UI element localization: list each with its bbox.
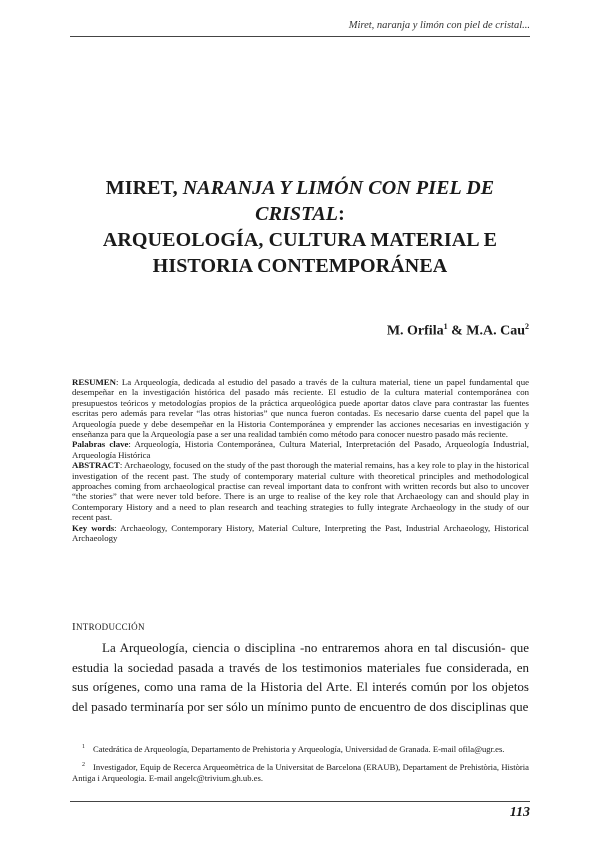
palabras-clave-label: Palabras clave bbox=[72, 439, 129, 450]
author-2: M.A. Cau bbox=[466, 323, 525, 339]
abstract-block bbox=[72, 377, 529, 544]
body-text bbox=[72, 638, 529, 716]
section-heading-text: INTRODUCCIÓN bbox=[72, 621, 145, 633]
abstract-text: : Archaeology, focused on the study of the past thorough the material remains, has a key role to play in the historical investigation of the recent past. The study of contemporary material culture with theoretical principles and methodological approaches coming from archaeological practise can reveal important data to confront with written records but also to uncover “the stories” that were never told before. There is an urge to realise of the key role that Archaeology can and should play in Contemporary History and a need to plan research and teaching strategies to fully integrate Archaeology in the study of our recent past. bbox=[72, 460, 530, 523]
title-line-2-a: CRISTAL bbox=[255, 203, 339, 225]
section-heading bbox=[72, 621, 145, 633]
footnote-1-text: Catedrática de Arqueología, Departamento de Prehistoria y Arqueología, Universidad de Granada. E-mail ofila@ugr.es. bbox=[93, 743, 505, 754]
resumen-label: RESUMEN bbox=[72, 377, 116, 387]
footnote-2 bbox=[72, 760, 529, 785]
key-words-text: : Archaeology, Contemporary History, Material Culture, Interpreting the Past, Industrial Archaeology, Historical Archaeology bbox=[72, 522, 529, 544]
title-line-1-a: MIRET, bbox=[105, 177, 183, 199]
title-line-1-b: NARANJA Y LIMÓN CON PIEL DE bbox=[182, 177, 495, 199]
footnotes bbox=[72, 742, 529, 789]
footnote-1 bbox=[72, 742, 529, 756]
resumen-paragraph bbox=[72, 377, 529, 439]
header-rule bbox=[70, 36, 530, 37]
body-paragraph: La Arqueología, ciencia o disciplina -no entraremos ahora en tal discusión- que estudia la sociedad pasada a través de los testimonios materiales fue considerada, en sus orígenes, como una rama de la Historia del Arte. El interés común por los objetos del pasado terminaría por ser sólo un mínimo punto de encuentro de dos disciplinas que bbox=[72, 640, 529, 714]
footer-rule bbox=[70, 801, 530, 802]
abstract-label: ABSTRACT bbox=[72, 460, 120, 471]
resumen-text: : La Arqueología, dedicada al estudio del pasado a través de la cultura material, tiene un papel fundamental que desempeñar en la investigación histórica del pasado más reciente. El estudio de la cultura material contemporánea con presupuestos teóricos y metodologías propios de la práctica arqueológica puede aportar datos clave para contrastar las fuentes escritas pero además para revelar “las otras historias” que nunca fueron contadas. Es necesario darse cuenta del papel que la Arqueología puede y debe desempeñar en la Historia Contemporánea y emprender las acciones necesarias en investigación y enseñanza para que la Arqueología pase a ser una realidad también como método para conocer nuestro pasado más reciente. bbox=[72, 377, 529, 440]
author-2-footnote-mark: 2 bbox=[525, 322, 529, 331]
article-title bbox=[70, 175, 530, 279]
title-line-3: ARQUEOLOGÍA, CULTURA MATERIAL E bbox=[102, 229, 498, 251]
footnote-2-text: Investigador, Equip de Recerca Arqueomètrica de la Universitat de Barcelona (ERAUB), Departament de Prehistòria, Història Antiga i Arqueologia. E-mail angelc@trivium.gh.ub.es. bbox=[72, 761, 529, 784]
palabras-clave-text: : Arqueología, Historia Contemporánea, Cultura Material, Interpretación del Pasado, Arqueología Industrial, Arqueología Histórica bbox=[72, 439, 530, 460]
title-line-1 bbox=[70, 175, 530, 201]
footnote-1-mark: 1 bbox=[82, 744, 85, 750]
palabras-clave-paragraph bbox=[72, 439, 529, 460]
author-line bbox=[300, 322, 529, 340]
page-number: 113 bbox=[509, 805, 530, 820]
abstract-paragraph bbox=[72, 460, 529, 522]
title-line-2-b: : bbox=[338, 203, 345, 225]
key-words-label: Key words bbox=[72, 522, 115, 533]
author-1: M. Orfila bbox=[386, 323, 444, 339]
title-line-4: HISTORIA CONTEMPORÁNEA bbox=[152, 255, 448, 277]
footnote-2-mark: 2 bbox=[82, 761, 85, 768]
key-words-paragraph bbox=[72, 523, 529, 544]
author-1-footnote-mark: 1 bbox=[443, 322, 448, 331]
title-line-2 bbox=[70, 201, 530, 227]
author-separator: & bbox=[447, 323, 467, 339]
running-head: Miret, naranja y limón con piel de cristal... bbox=[348, 20, 530, 31]
